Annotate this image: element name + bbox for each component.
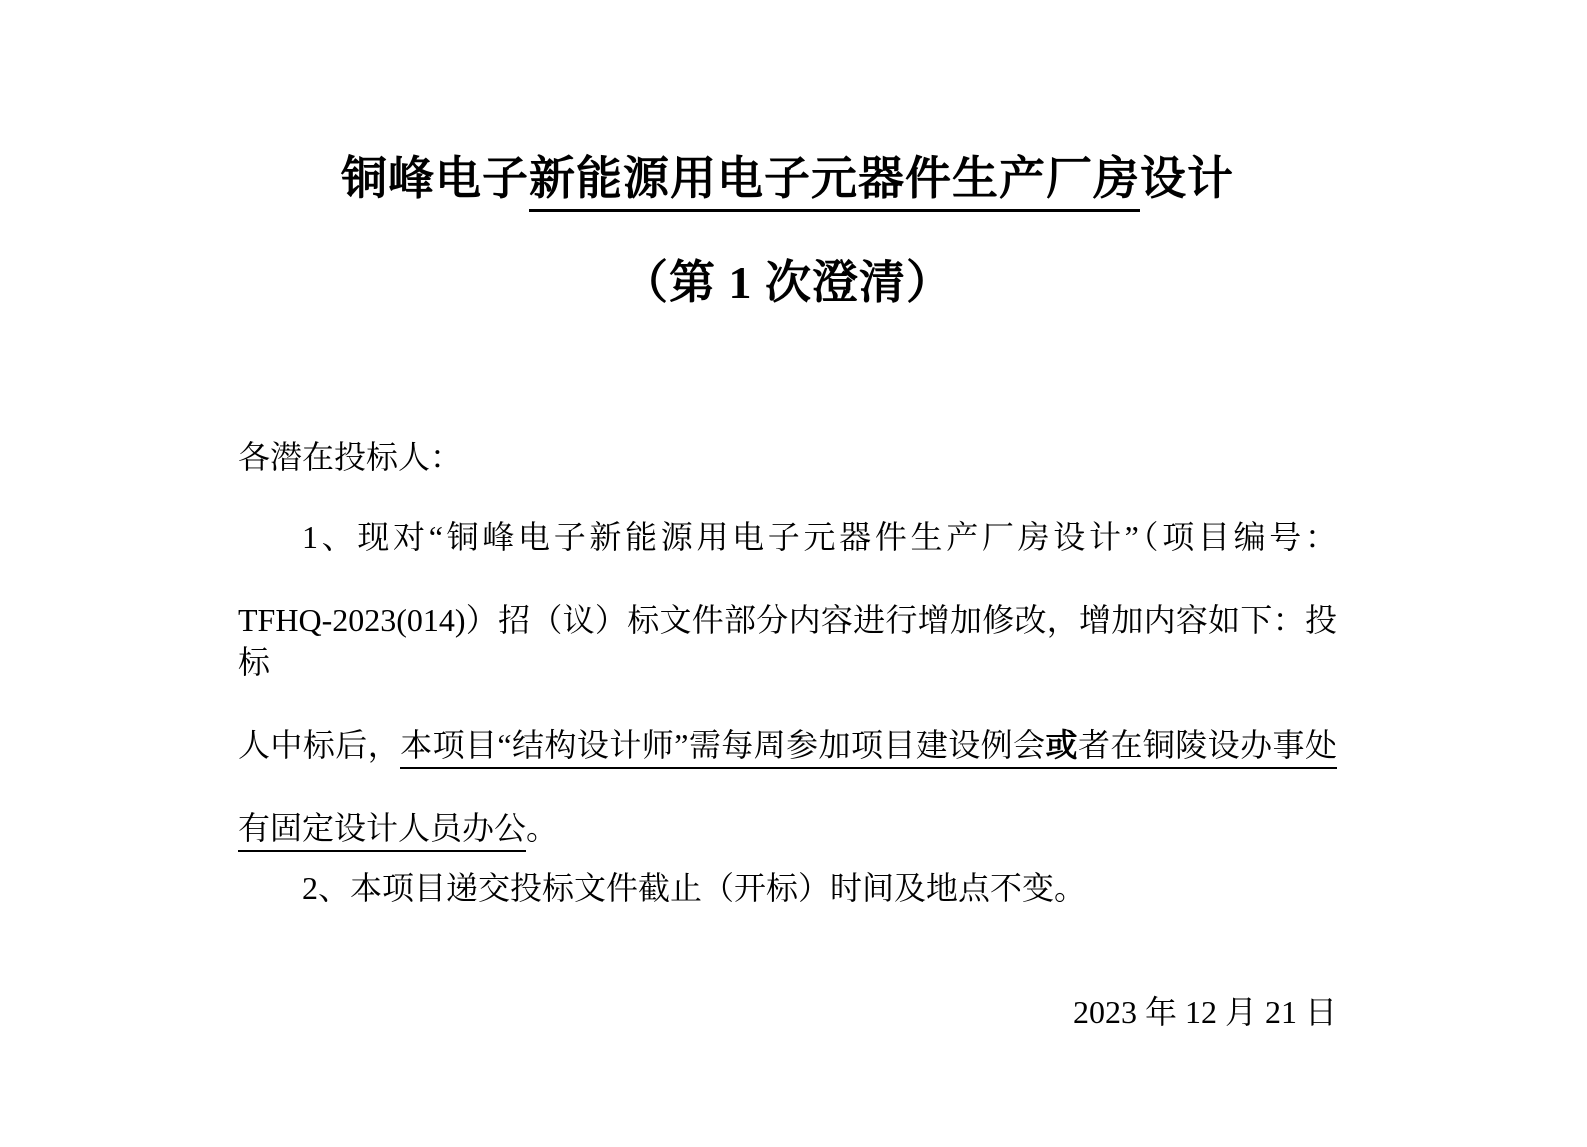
body-line xyxy=(238,599,1337,683)
text-segment: 者在铜陵设办事处 xyxy=(1078,727,1337,769)
text-segment: 新能源用电子元器件生产厂房 xyxy=(529,153,1140,212)
text-segment: 铜峰电子 xyxy=(341,153,529,204)
body-line xyxy=(238,867,1337,909)
document-subtitle: （第 1 次澄清） xyxy=(622,257,953,308)
text-segment: 1、现对“铜峰电子新能源用电子元器件生产厂房设计”（项目编号： xyxy=(302,519,1337,555)
text-segment: 或 xyxy=(1046,727,1078,769)
text-segment: 2、本项目递交投标文件截止（开标）时间及地点不变。 xyxy=(302,870,1087,906)
text-segment: 本项目“结构设计师”需每周参加项目建设例会 xyxy=(400,727,1045,769)
salutation: 各潜在投标人： xyxy=(238,439,463,475)
date-line: 2023 年 12 月 21 日 xyxy=(1072,994,1337,1030)
body-line xyxy=(238,724,1337,766)
text-segment: 。 xyxy=(526,810,559,846)
body-line xyxy=(238,807,1337,849)
body-line xyxy=(238,516,1337,558)
document-body xyxy=(238,516,1337,909)
text-segment: TFHQ-2023(014)）招（议）标文件部分内容进行增加修改，增加内容如下：投标 xyxy=(238,602,1337,680)
text-segment: 有固定设计人员办公 xyxy=(238,810,526,852)
text-segment: 设计 xyxy=(1140,153,1234,204)
text-segment: 人中标后， xyxy=(238,727,401,763)
document-title xyxy=(238,148,1337,210)
